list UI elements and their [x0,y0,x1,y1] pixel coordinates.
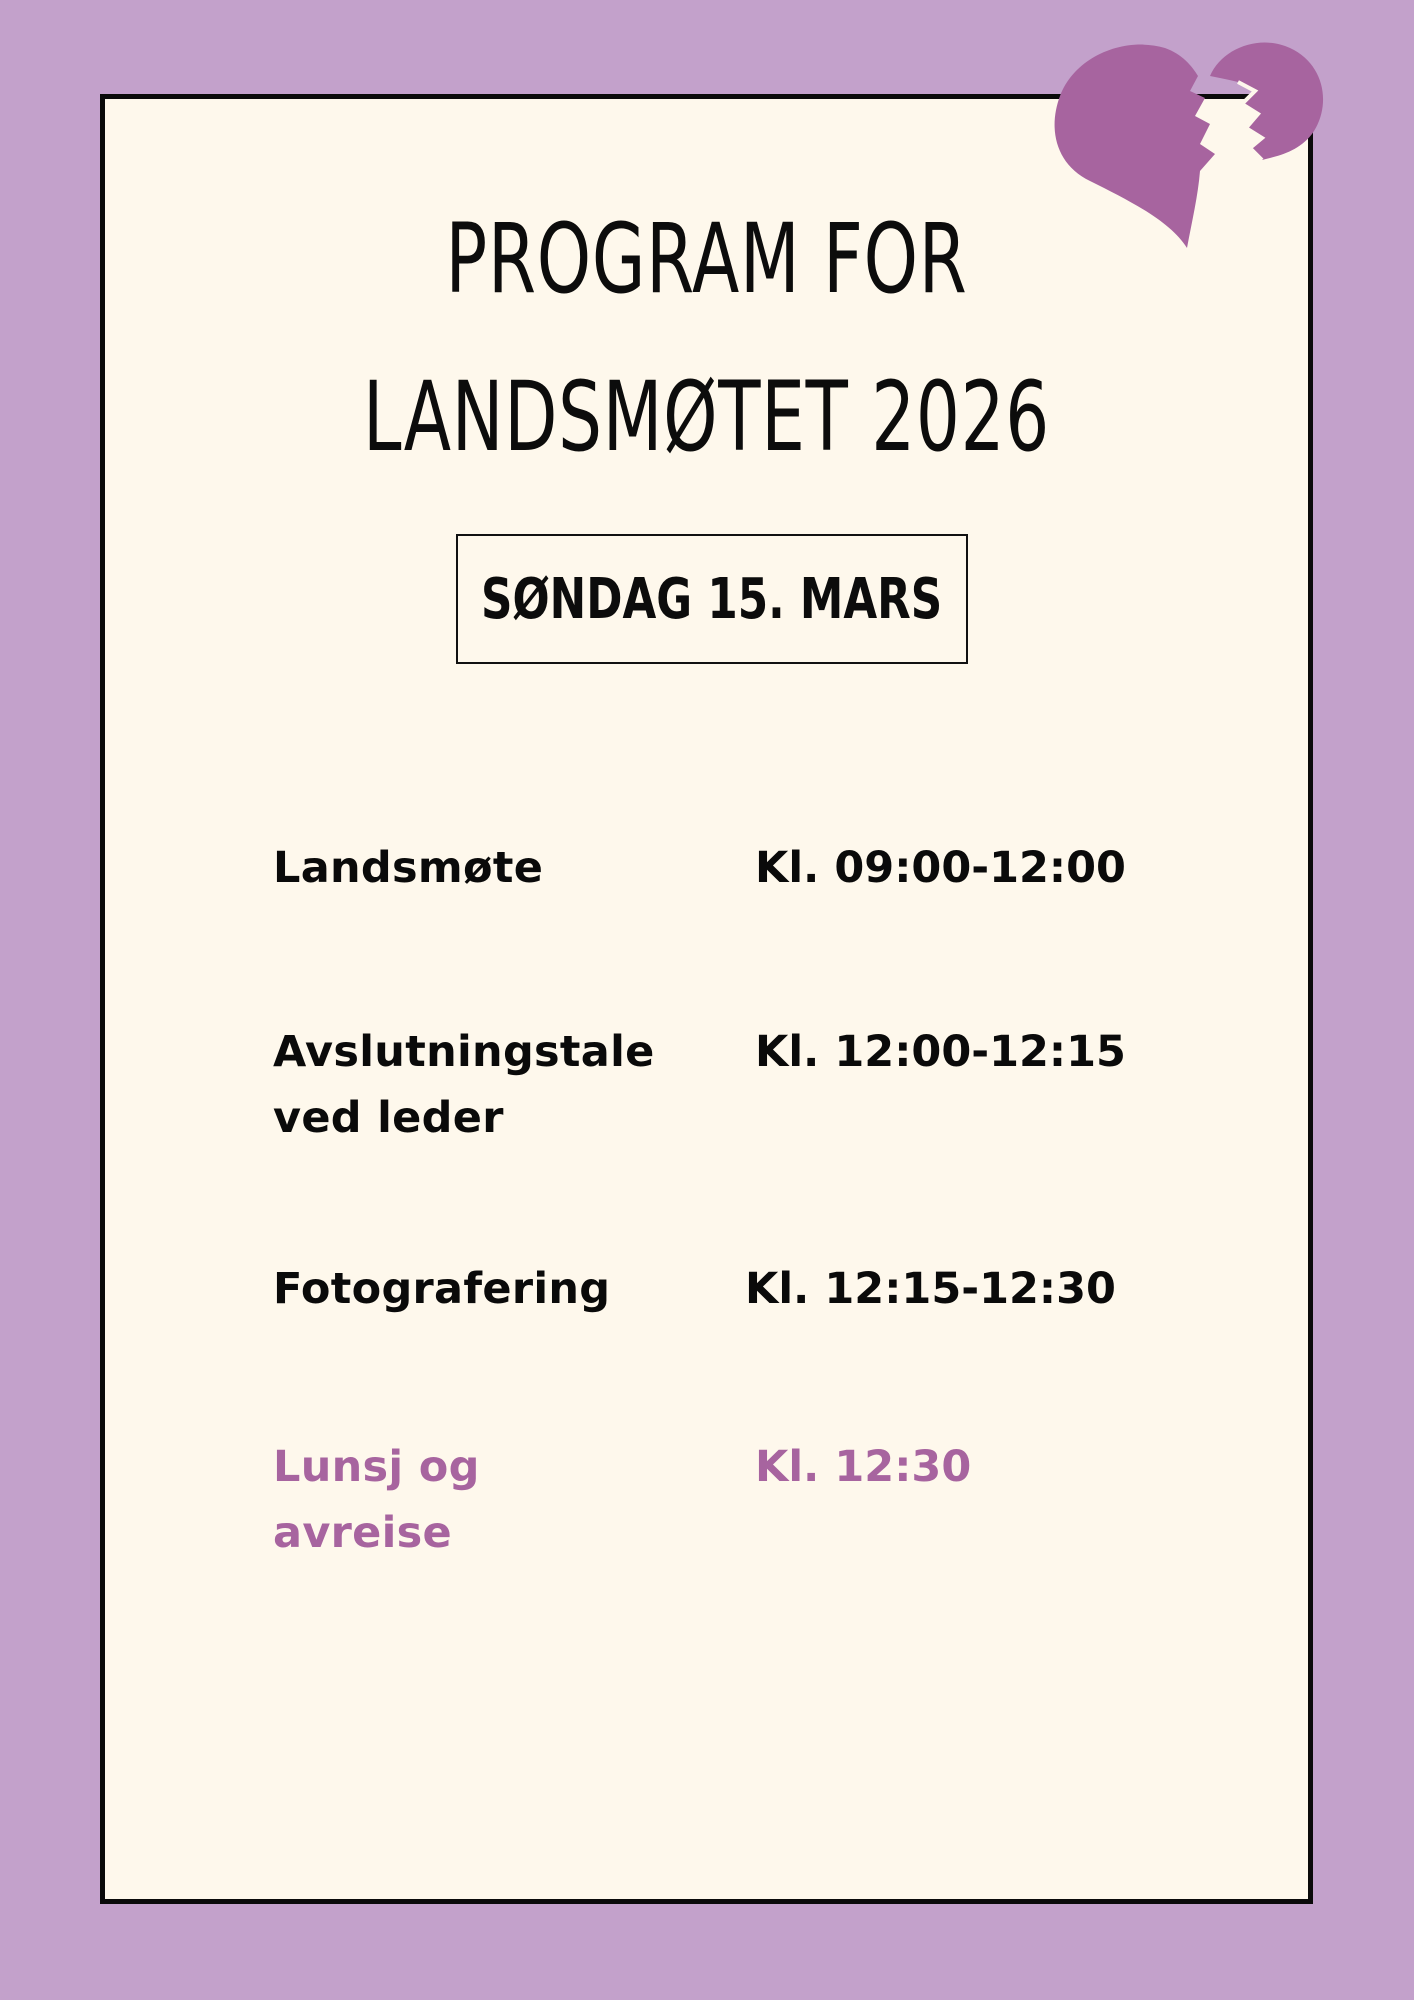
event-name: Avslutningstale ved leder [273,1027,655,1143]
event-time: Kl. 12:00-12:15 [755,1027,1126,1077]
event-name: Landsmøte [273,843,544,893]
event-name: Fotografering [273,1264,611,1314]
broken-heart-icon [1050,36,1330,251]
event-name: Lunsj og avreise [273,1442,480,1558]
program-card [100,94,1313,1904]
date-box [456,534,968,664]
title-line-2: LANDSMØTET 2026 [362,361,1051,473]
event-time: Kl. 12:15-12:30 [745,1264,1116,1314]
date-label: SØNDAG 15. MARS [481,566,943,632]
event-time: Kl. 12:30 [755,1442,972,1492]
event-time: Kl. 09:00-12:00 [755,843,1126,893]
title-line-1: PROGRAM FOR [445,203,968,315]
